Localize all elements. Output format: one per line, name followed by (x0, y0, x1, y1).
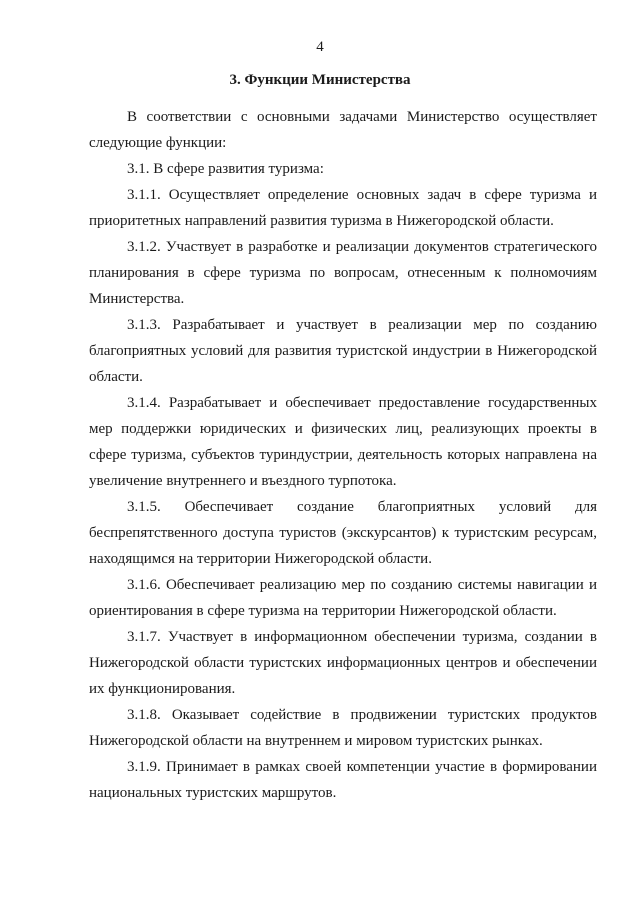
paragraph-3-1-6: 3.1.6. Обеспечивает реализацию мер по созданию системы навигации и ориентирования в сфере туризма на территории Нижегородской области. (89, 577, 597, 619)
paragraph-intro: В соответствии с основными задачами Министерство осуществляет следующие функции: (89, 109, 597, 151)
paragraph-3-1-1: 3.1.1. Осуществляет определение основных задач в сфере туризма и приоритетных направлений развития туризма в Нижегородской области. (89, 187, 597, 229)
section-title: 3. Функции Министерства (229, 72, 411, 88)
paragraph-3-1-9: 3.1.9. Принимает в рамках своей компетенции участие в формировании национальных туристских маршрутов. (89, 759, 597, 801)
paragraph-3-1-4: 3.1.4. Разрабатывает и обеспечивает предоставление государственных мер поддержки юридических и физических лиц, реализующих проекты в сфере туризма, субъектов туриндустрии, деятельность которых направлена на увеличение внутреннего и въездного турпотока. (89, 395, 597, 489)
paragraph-3-1: 3.1. В сфере развития туризма: (127, 161, 324, 177)
paragraph-3-1-5: 3.1.5. Обеспечивает создание благоприятных условий для беспрепятственного доступа туристов (экскурсантов) к туристским ресурсам, находящимся на территории Нижегородской области. (89, 499, 597, 567)
page-number: 4 (316, 39, 324, 55)
paragraph-3-1-2: 3.1.2. Участвует в разработке и реализации документов стратегического планирования в сфере туризма по вопросам, отнесенным к полномочиям Министерства. (89, 239, 597, 307)
paragraph-3-1-8: 3.1.8. Оказывает содействие в продвижении туристских продуктов Нижегородской области на внутреннем и мировом туристских рынках. (89, 707, 597, 749)
paragraph-3-1-3: 3.1.3. Разрабатывает и участвует в реализации мер по созданию благоприятных условий для развития туристской индустрии в Нижегородской области. (89, 317, 597, 385)
document-body (89, 104, 597, 806)
paragraph-3-1-7: 3.1.7. Участвует в информационном обеспечении туризма, создании в Нижегородской области туристских информационных центров и обеспечении их функционирования. (89, 629, 597, 697)
